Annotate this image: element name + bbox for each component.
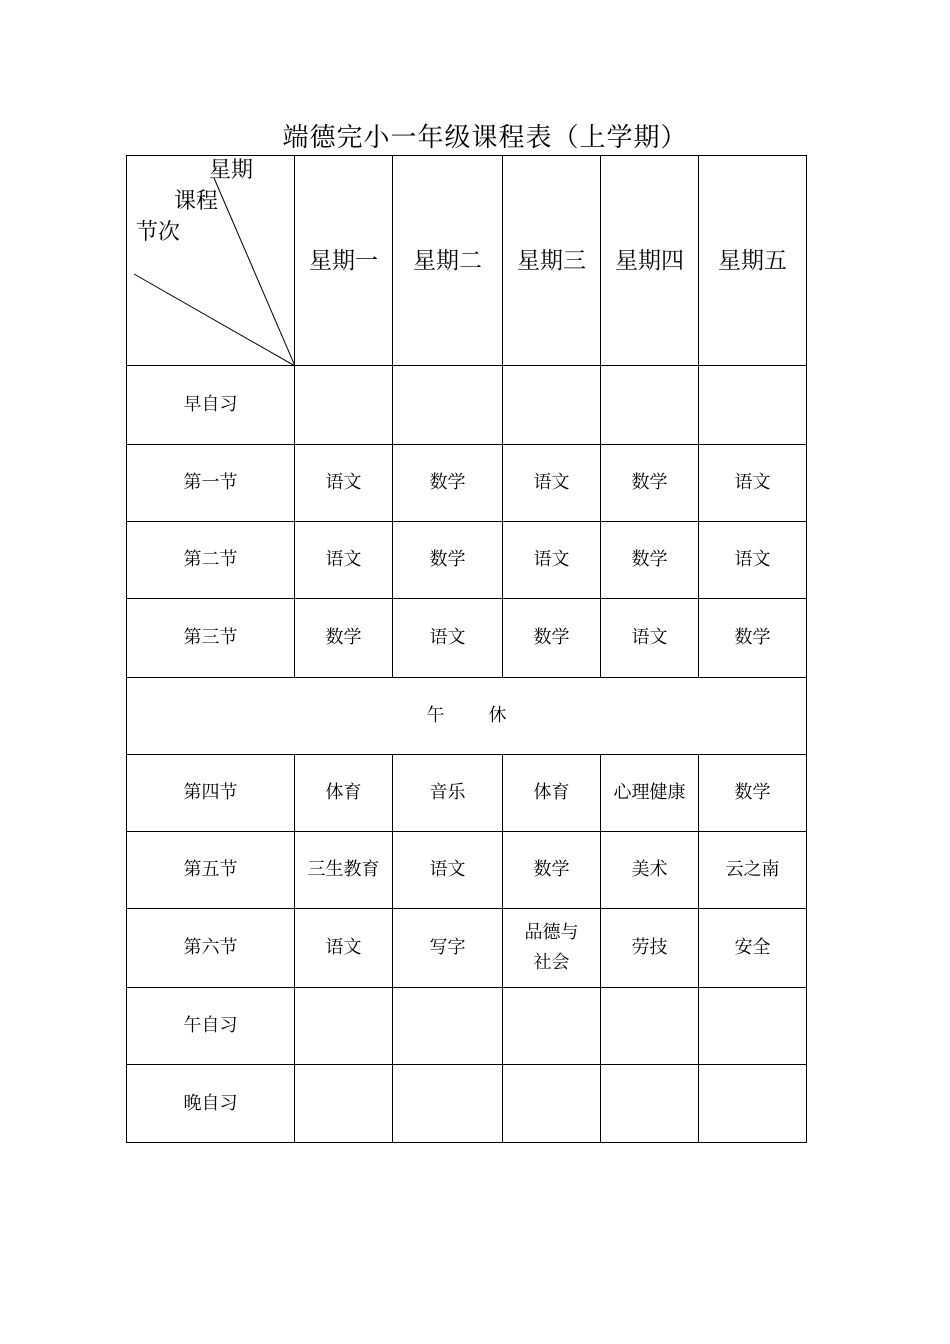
row-label: 第六节 — [127, 909, 295, 988]
schedule-cell: 数学 — [601, 445, 699, 522]
schedule-cell: 体育 — [503, 755, 601, 832]
schedule-cell: 体育 — [295, 755, 393, 832]
schedule-cell: 数学 — [503, 832, 601, 909]
table-row — [127, 909, 807, 988]
schedule-cell — [601, 366, 699, 445]
schedule-cell: 数学 — [393, 445, 503, 522]
schedule-cell — [503, 366, 601, 445]
row-label: 第五节 — [127, 832, 295, 909]
schedule-cell: 品德与社会 — [503, 909, 601, 988]
lunch-break-cell — [127, 678, 807, 755]
schedule-cell: 语文 — [295, 445, 393, 522]
schedule-cell: 语文 — [699, 522, 807, 599]
schedule-cell — [393, 1065, 503, 1143]
schedule-cell: 三生教育 — [295, 832, 393, 909]
schedule-cell: 语文 — [503, 522, 601, 599]
schedule-cell: 语文 — [601, 599, 699, 678]
row-label: 第一节 — [127, 445, 295, 522]
diagonal-lines — [127, 156, 295, 366]
corner-label-course: 课程 — [174, 189, 219, 214]
schedule-cell: 音乐 — [393, 755, 503, 832]
schedule-cell — [295, 988, 393, 1065]
schedule-cell: 语文 — [295, 909, 393, 988]
schedule-cell: 心理健康 — [601, 755, 699, 832]
schedule-cell: 云之南 — [699, 832, 807, 909]
table-row — [127, 522, 807, 599]
schedule-cell: 数学 — [503, 599, 601, 678]
schedule-cell — [699, 988, 807, 1065]
schedule-cell: 语文 — [699, 445, 807, 522]
schedule-cell: 数学 — [601, 522, 699, 599]
diagonal-header-cell — [127, 156, 295, 366]
schedule-cell: 写字 — [393, 909, 503, 988]
lunch-break-char-1: 午 — [426, 705, 445, 726]
schedule-cell — [295, 366, 393, 445]
schedule-cell — [503, 1065, 601, 1143]
table-row — [127, 1065, 807, 1143]
schedule-cell: 数学 — [699, 599, 807, 678]
schedule-cell — [503, 988, 601, 1065]
lunch-break-row — [127, 678, 807, 755]
schedule-cell: 数学 — [699, 755, 807, 832]
table-row — [127, 445, 807, 522]
lunch-break-char-2: 休 — [488, 705, 507, 726]
schedule-cell: 劳技 — [601, 909, 699, 988]
schedule-cell: 语文 — [295, 522, 393, 599]
schedule-cell: 安全 — [699, 909, 807, 988]
schedule-cell: 语文 — [393, 832, 503, 909]
day-header-tue: 星期二 — [393, 156, 503, 366]
schedule-cell: 语文 — [393, 599, 503, 678]
table-row — [127, 755, 807, 832]
table-row — [127, 366, 807, 445]
row-label: 第三节 — [127, 599, 295, 678]
row-label: 午自习 — [127, 988, 295, 1065]
day-header-thu: 星期四 — [601, 156, 699, 366]
row-label: 早自习 — [127, 366, 295, 445]
row-label: 晚自习 — [127, 1065, 295, 1143]
schedule-cell — [601, 988, 699, 1065]
schedule-table — [126, 155, 807, 1143]
day-header-fri: 星期五 — [699, 156, 807, 366]
page-title: 端德完小一年级课程表（上学期） — [282, 123, 688, 153]
schedule-cell: 美术 — [601, 832, 699, 909]
corner-label-period: 节次 — [136, 220, 181, 245]
header-row — [127, 156, 807, 366]
row-label: 第四节 — [127, 755, 295, 832]
schedule-cell — [295, 1065, 393, 1143]
schedule-cell: 语文 — [503, 445, 601, 522]
schedule-cell — [699, 366, 807, 445]
table-row — [127, 599, 807, 678]
table-row — [127, 832, 807, 909]
schedule-cell: 数学 — [393, 522, 503, 599]
corner-label-week: 星期 — [209, 158, 254, 183]
row-label: 第二节 — [127, 522, 295, 599]
schedule-cell — [393, 366, 503, 445]
schedule-cell — [601, 1065, 699, 1143]
schedule-cell — [699, 1065, 807, 1143]
table-row — [127, 988, 807, 1065]
schedule-cell: 数学 — [295, 599, 393, 678]
day-header-wed: 星期三 — [503, 156, 601, 366]
day-header-mon: 星期一 — [295, 156, 393, 366]
schedule-cell — [393, 988, 503, 1065]
